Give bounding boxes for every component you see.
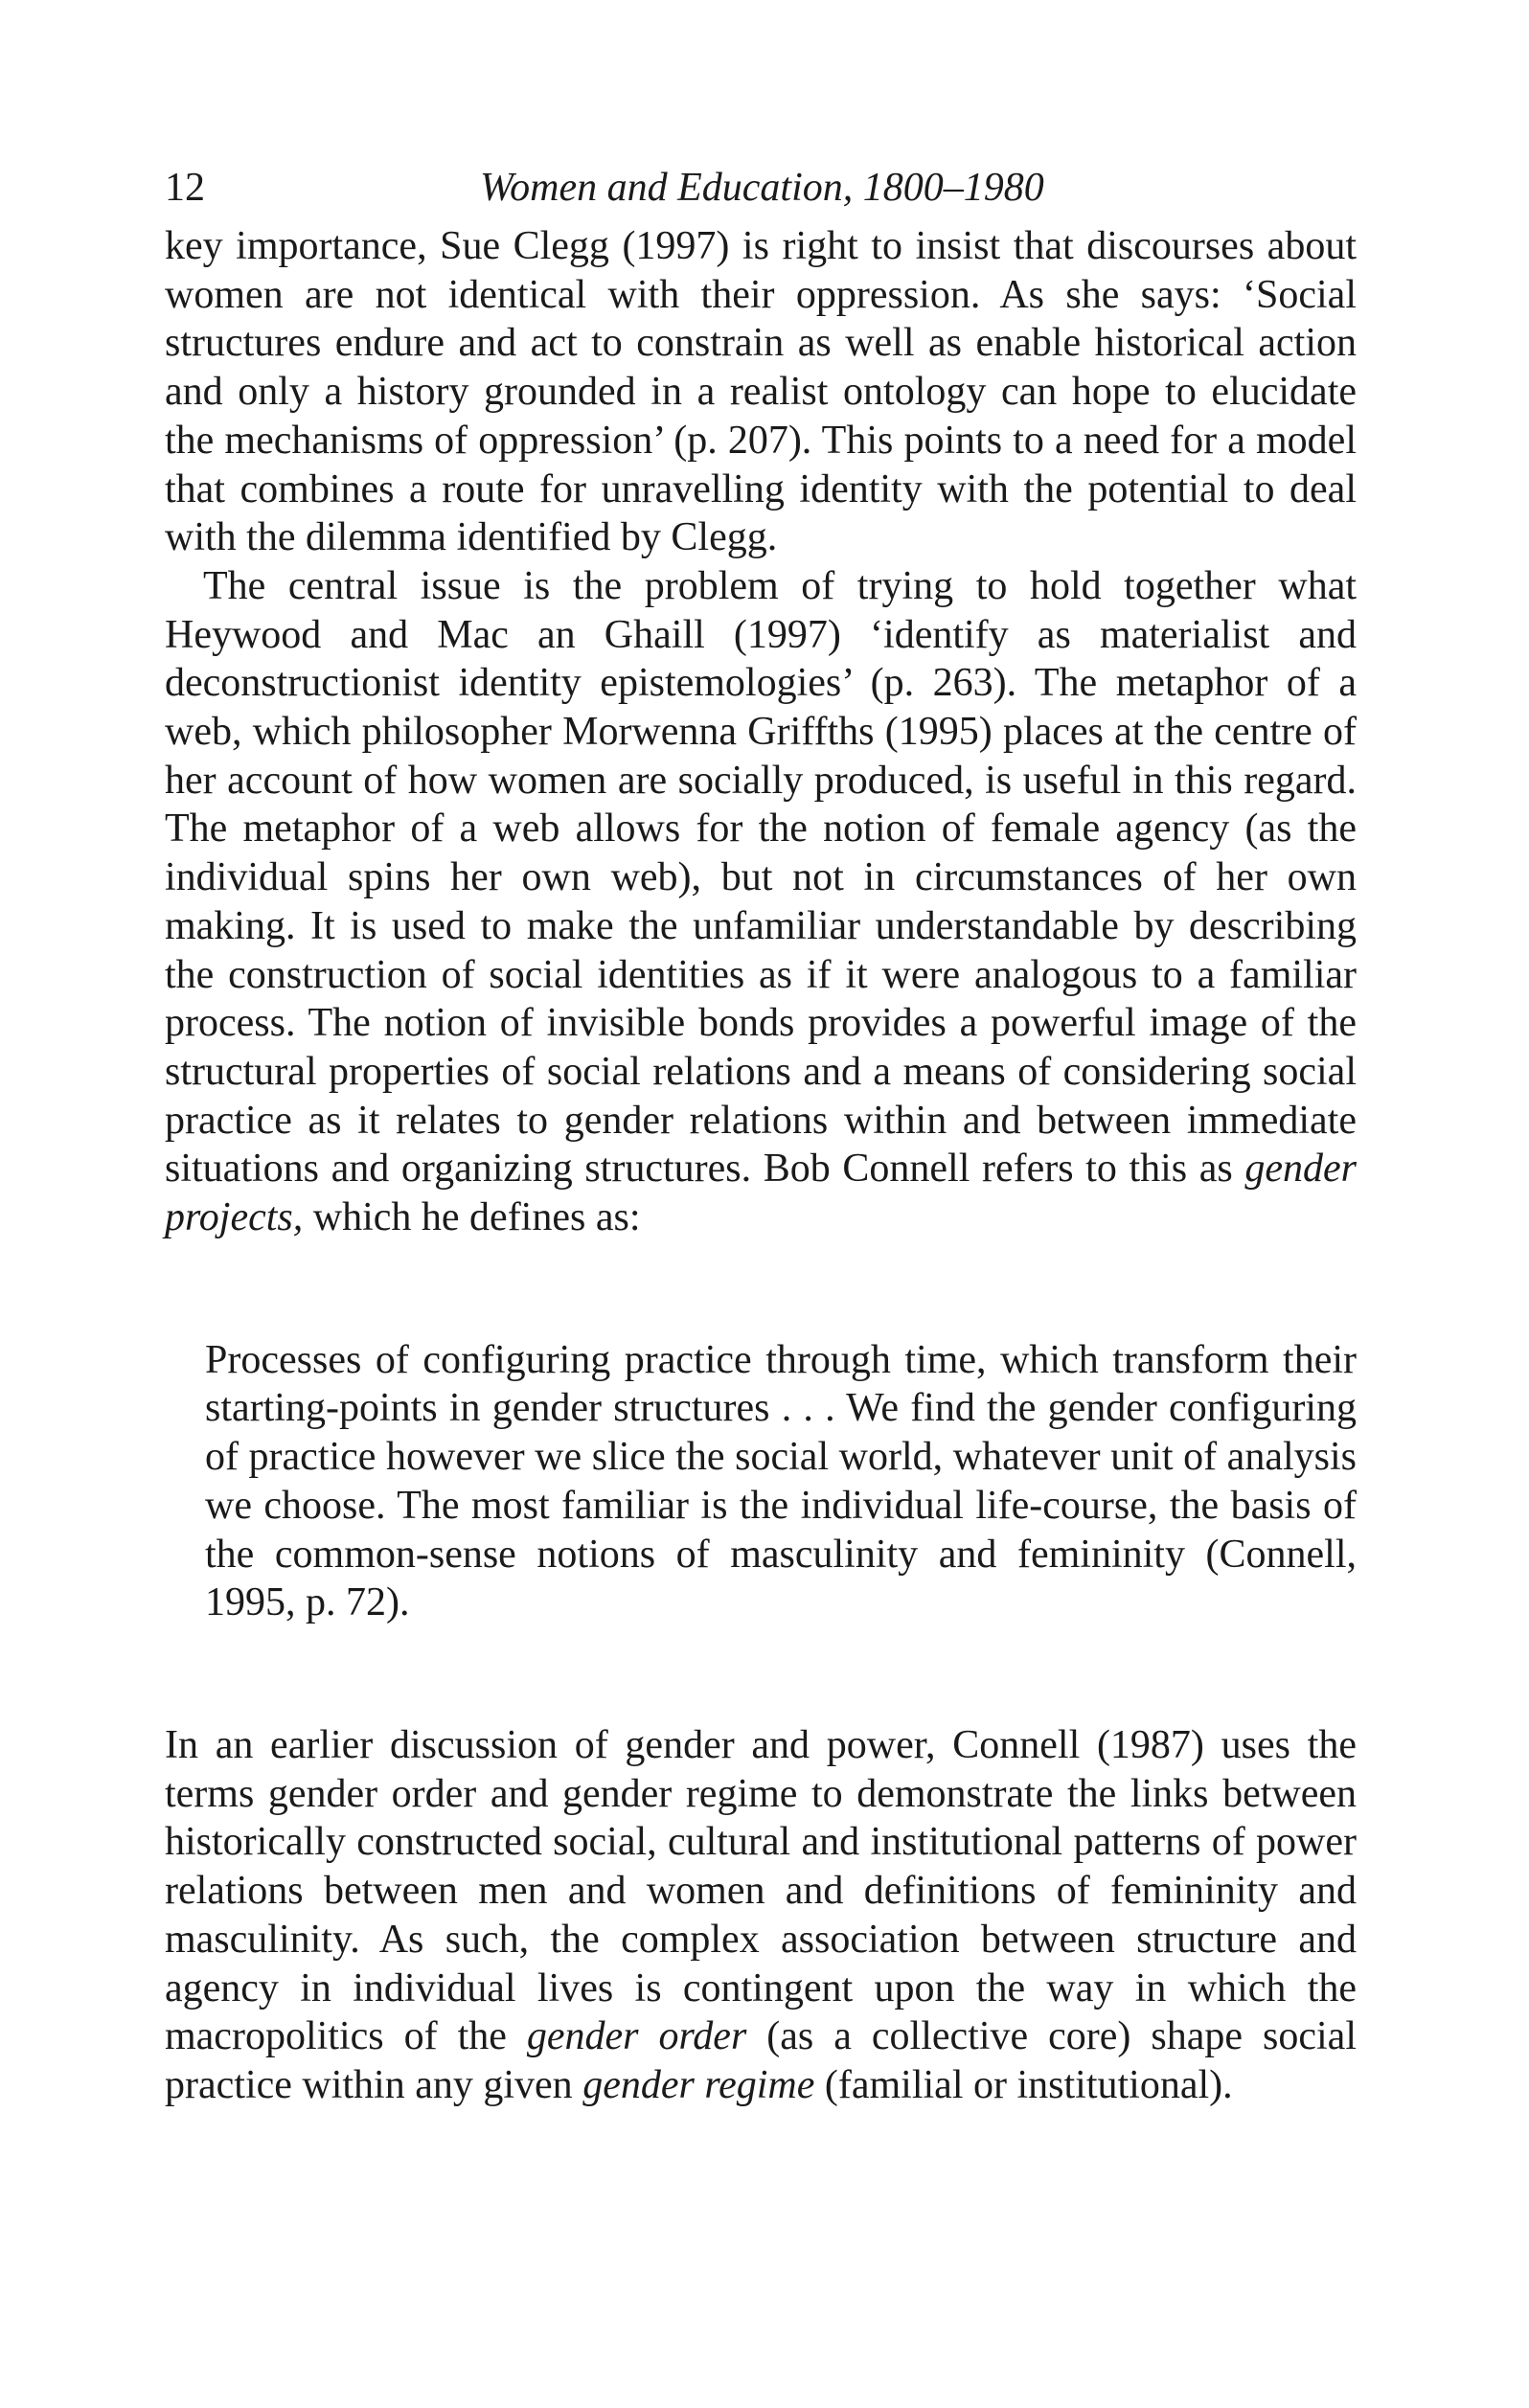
- paragraph-2-text-a: The central issue is the problem of trying to hold together what Heywood and Mac an Ghaill (1997) ‘identify as materialist and deconstructionist identity epistemologies’ (p. 263). The metaphor of a web, which philosopher Morwenna Griffths (1995) places at the centre of her account of how women are socially produced, is useful in this regard. The metaphor of a web allows for the notion of female agency (as the individual spins her own web), but not in circumstances of her own making. It is used to make the unfamiliar understandable by describing the construction of social identities as if it were analogous to a familiar process. The notion of invisible bonds provides a powerful image of the structural properties of social relations and a means of considering social practice as it relates to gender relations within and between immediate situations and organizing structures. Bob Connell refers to this as: [165, 563, 1357, 1192]
- gender-order-emphasis: gender order: [526, 2014, 747, 2059]
- paragraph-3-text-c: (familial or institutional).: [814, 2062, 1233, 2107]
- book-page: [165, 163, 1357, 2110]
- paragraph-2: [165, 562, 1357, 1242]
- block-quote: Processes of configuring practice through time, which transform their starting-points in gender structures . . . We find the gender configuring of practice however we slice the social world, whatever unit of analysis we choose. The most familiar is the individual life-course, the basis of the common-sense notions of masculinity and femininity (Connell, 1995, p. 72).: [205, 1337, 1357, 1625]
- paragraph-1: key importance, Sue Clegg (1997) is right to insist that discourses about women are not identical with their oppression. As she says: ‘Social structures endure and act to constrain as well as enable historical action and only a history grounded in a realist ontology can hope to elucidate the mechanisms of oppression’ (p. 207). This points to a need for a model that combines a route for unravelling identity with the potential to deal with the dilemma identified by Clegg.: [165, 224, 1357, 560]
- book-title: Women and Education, 1800–1980: [480, 166, 1044, 210]
- gender-regime-emphasis: gender regime: [582, 2062, 815, 2107]
- paragraph-3: [165, 1721, 1357, 2110]
- paragraph-3-text-b: (as a collective core) shape social practice within any given: [165, 2014, 1357, 2107]
- page-number: 12: [165, 166, 205, 210]
- running-head: [165, 163, 1357, 213]
- paragraph-3-text-a: In an earlier discussion of gender and power, Connell (1987) uses the terms gender order and gender regime to demonstrate the links between historically constructed social, cultural and institutional patterns of power relations between men and women and definitions of femininity and masculinity. As such, the complex association between structure and agency in individual lives is contingent upon the way in which the macropolitics of the: [165, 1722, 1357, 2059]
- gender-projects-emphasis: gender projects,: [165, 1147, 1357, 1240]
- paragraph-2-text-b: which he defines as:: [303, 1195, 641, 1240]
